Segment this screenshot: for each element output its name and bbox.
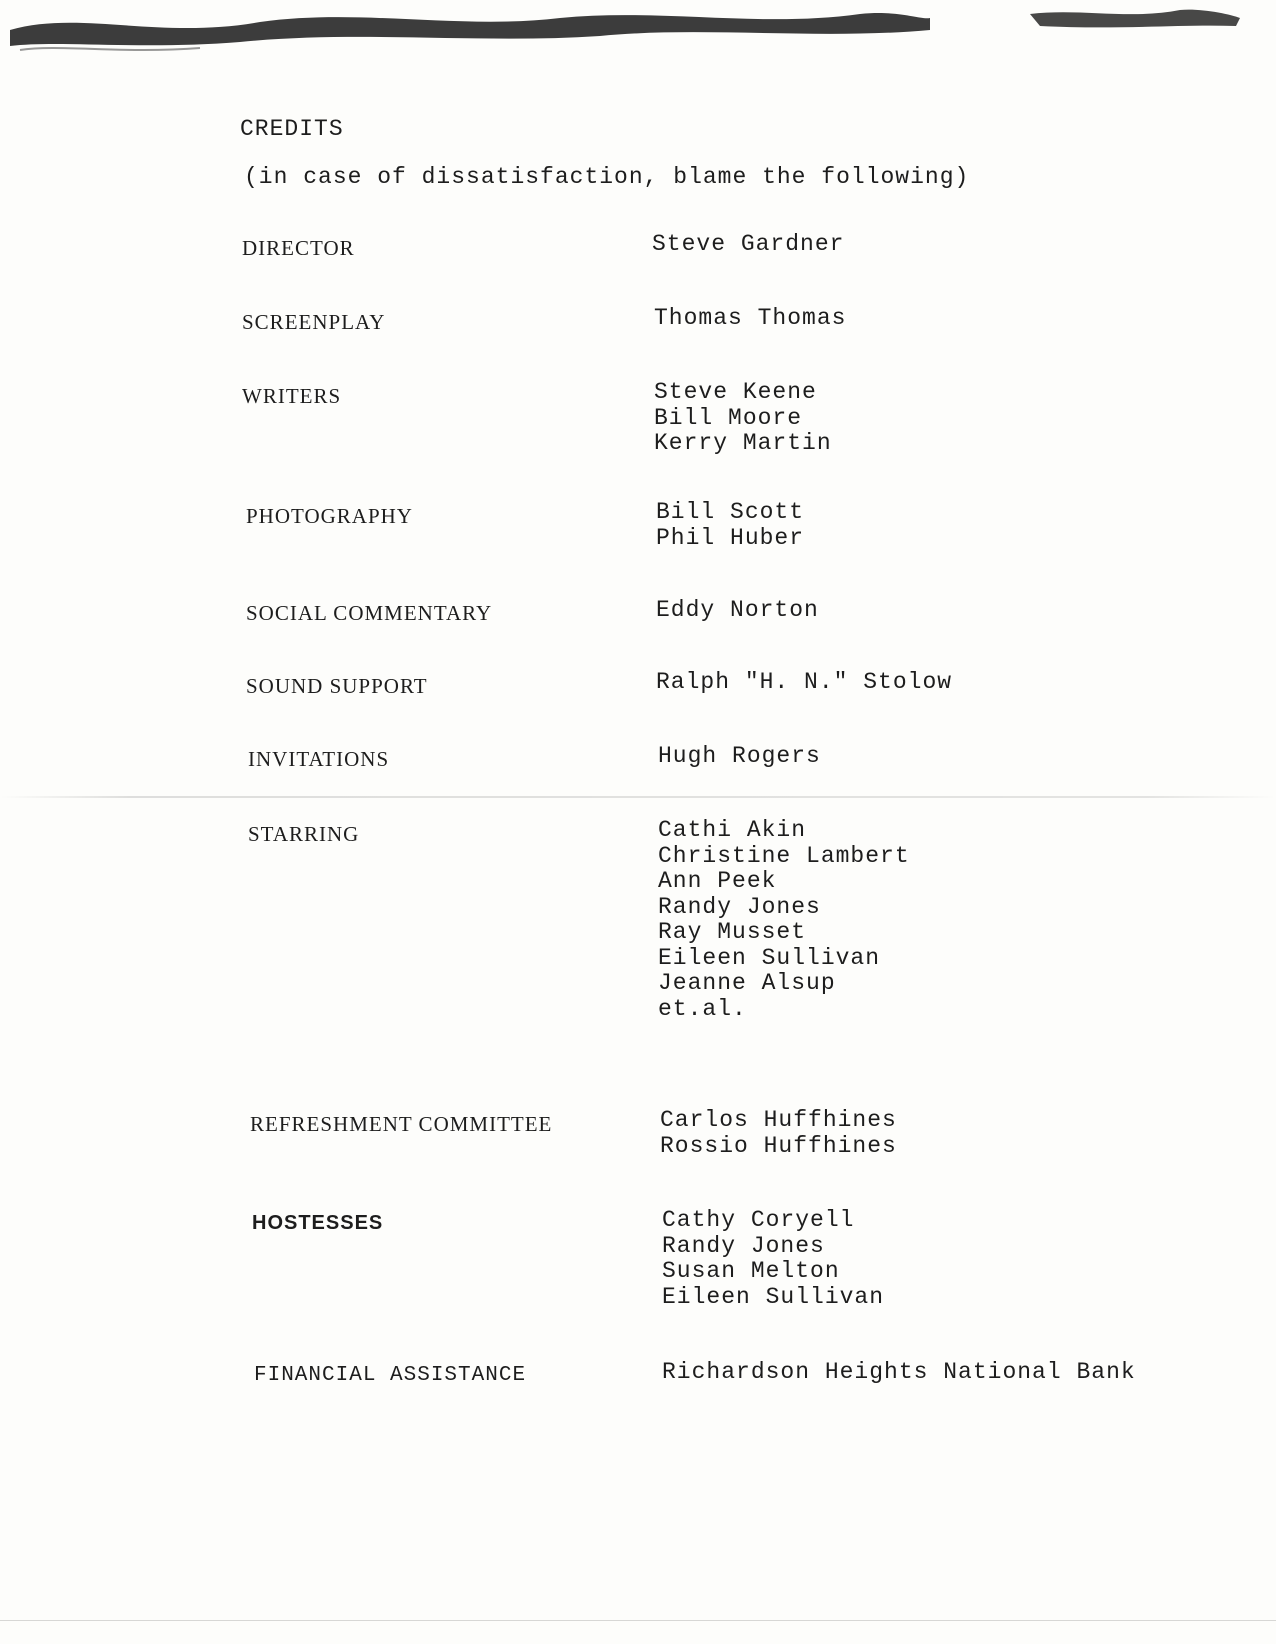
credit-name: Jeanne Alsup bbox=[658, 970, 836, 996]
credit-names-invitations bbox=[658, 744, 821, 770]
credit-name: Susan Melton bbox=[662, 1258, 840, 1284]
credit-role-refreshment-committee: REFRESHMENT COMMITTEE bbox=[250, 1112, 553, 1136]
credit-names-starring bbox=[658, 818, 910, 1022]
credit-role-screenplay: SCREENPLAY bbox=[242, 310, 386, 334]
credit-name: Bill Scott bbox=[656, 499, 805, 525]
credit-name: Eddy Norton bbox=[656, 597, 819, 623]
credit-name: Ralph "H. N." Stolow bbox=[656, 669, 953, 695]
ink-smudge-decoration bbox=[0, 0, 1276, 60]
credit-name: Christine Lambert bbox=[658, 842, 910, 869]
credit-role-hostesses: HOSTESSES bbox=[252, 1212, 384, 1234]
credit-name: Richardson Heights National Bank bbox=[662, 1359, 1136, 1385]
credit-name: Ray Musset bbox=[658, 919, 807, 945]
credit-names-director bbox=[652, 232, 844, 258]
credit-name: Steve Keene bbox=[654, 379, 817, 405]
credit-names-refreshment-committee bbox=[660, 1108, 897, 1159]
credit-names-financial-assistance bbox=[662, 1360, 1136, 1386]
credit-name: Rossio Huffhines bbox=[660, 1132, 897, 1159]
page-subtitle: (in case of dissatisfaction, blame the following) bbox=[244, 164, 970, 190]
credit-names-photography bbox=[656, 500, 804, 551]
credit-name: Hugh Rogers bbox=[658, 743, 821, 769]
credit-names-writers bbox=[654, 380, 832, 457]
credit-name: Phil Huber bbox=[656, 524, 805, 551]
credit-name: Cathy Coryell bbox=[662, 1207, 855, 1233]
credit-name: et.al. bbox=[658, 995, 747, 1022]
credit-role-sound-support: SOUND SUPPORT bbox=[246, 674, 428, 698]
credit-names-hostesses bbox=[662, 1208, 884, 1310]
credit-names-screenplay bbox=[654, 306, 846, 332]
credit-names-social-commentary bbox=[656, 598, 819, 624]
credit-name: Eileen Sullivan bbox=[658, 944, 881, 971]
credit-role-starring: STARRING bbox=[248, 822, 360, 846]
credit-role-financial-assistance: FINANCIAL ASSISTANCE bbox=[254, 1364, 527, 1387]
credit-role-writers: WRITERS bbox=[242, 384, 342, 408]
credit-name: Steve Gardner bbox=[652, 231, 845, 257]
credit-name: Ann Peek bbox=[658, 868, 777, 894]
credit-name: Randy Jones bbox=[658, 893, 821, 920]
credit-name: Cathi Akin bbox=[658, 817, 807, 843]
credit-role-invitations: INVITATIONS bbox=[248, 747, 390, 771]
credit-name: Thomas Thomas bbox=[654, 305, 847, 331]
credit-names-sound-support bbox=[656, 670, 952, 696]
paper-fold-line bbox=[0, 796, 1276, 798]
credit-name: Bill Moore bbox=[654, 404, 803, 431]
credit-name: Randy Jones bbox=[662, 1232, 825, 1259]
credit-name: Eileen Sullivan bbox=[662, 1283, 885, 1310]
page-title: CREDITS bbox=[240, 116, 344, 142]
paper-bottom-edge bbox=[0, 1620, 1276, 1621]
credit-role-director: DIRECTOR bbox=[242, 236, 355, 260]
credit-role-social-commentary: SOCIAL COMMENTARY bbox=[246, 601, 493, 625]
credit-name: Kerry Martin bbox=[654, 430, 832, 456]
credit-name: Carlos Huffhines bbox=[660, 1107, 897, 1133]
credit-role-photography: PHOTOGRAPHY bbox=[246, 504, 413, 528]
